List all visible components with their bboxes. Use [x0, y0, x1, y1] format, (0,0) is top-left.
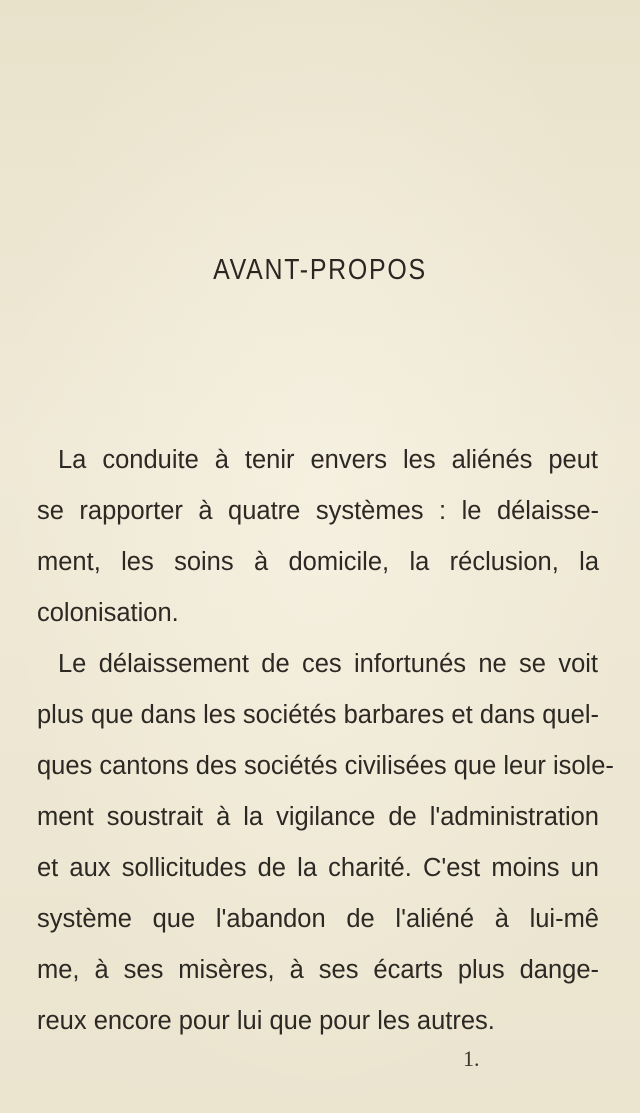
text-line: Le délaissement de ces infortunés ne se voit — [58, 650, 598, 678]
text-line: ment soustrait à la vigilance de l'administration — [37, 803, 599, 831]
signature-mark: 1. — [463, 1046, 480, 1071]
text-line: plus que dans les sociétés barbares et dans quel- — [37, 701, 599, 729]
text-line: et aux sollicitudes de la charité. C'est moins un — [37, 854, 599, 882]
text-line: La conduite à tenir envers les aliénés peut — [58, 446, 598, 474]
text-line: ment, les soins à domicile, la réclusion, la — [37, 548, 599, 576]
text-line: reux encore pour lui que pour les autres. — [37, 1007, 495, 1035]
text-line: me, à ses misères, à ses écarts plus dange- — [37, 956, 599, 984]
text-line: se rapporter à quatre systèmes : le délaisse- — [37, 497, 599, 525]
text-line: ques cantons des sociétés civilisées que leur isole- — [37, 752, 614, 780]
text-line: colonisation. — [37, 599, 179, 627]
text-line: système que l'abandon de l'aliéné à lui-mê — [37, 905, 599, 933]
page-heading: AVANT-PROPOS — [213, 254, 427, 286]
